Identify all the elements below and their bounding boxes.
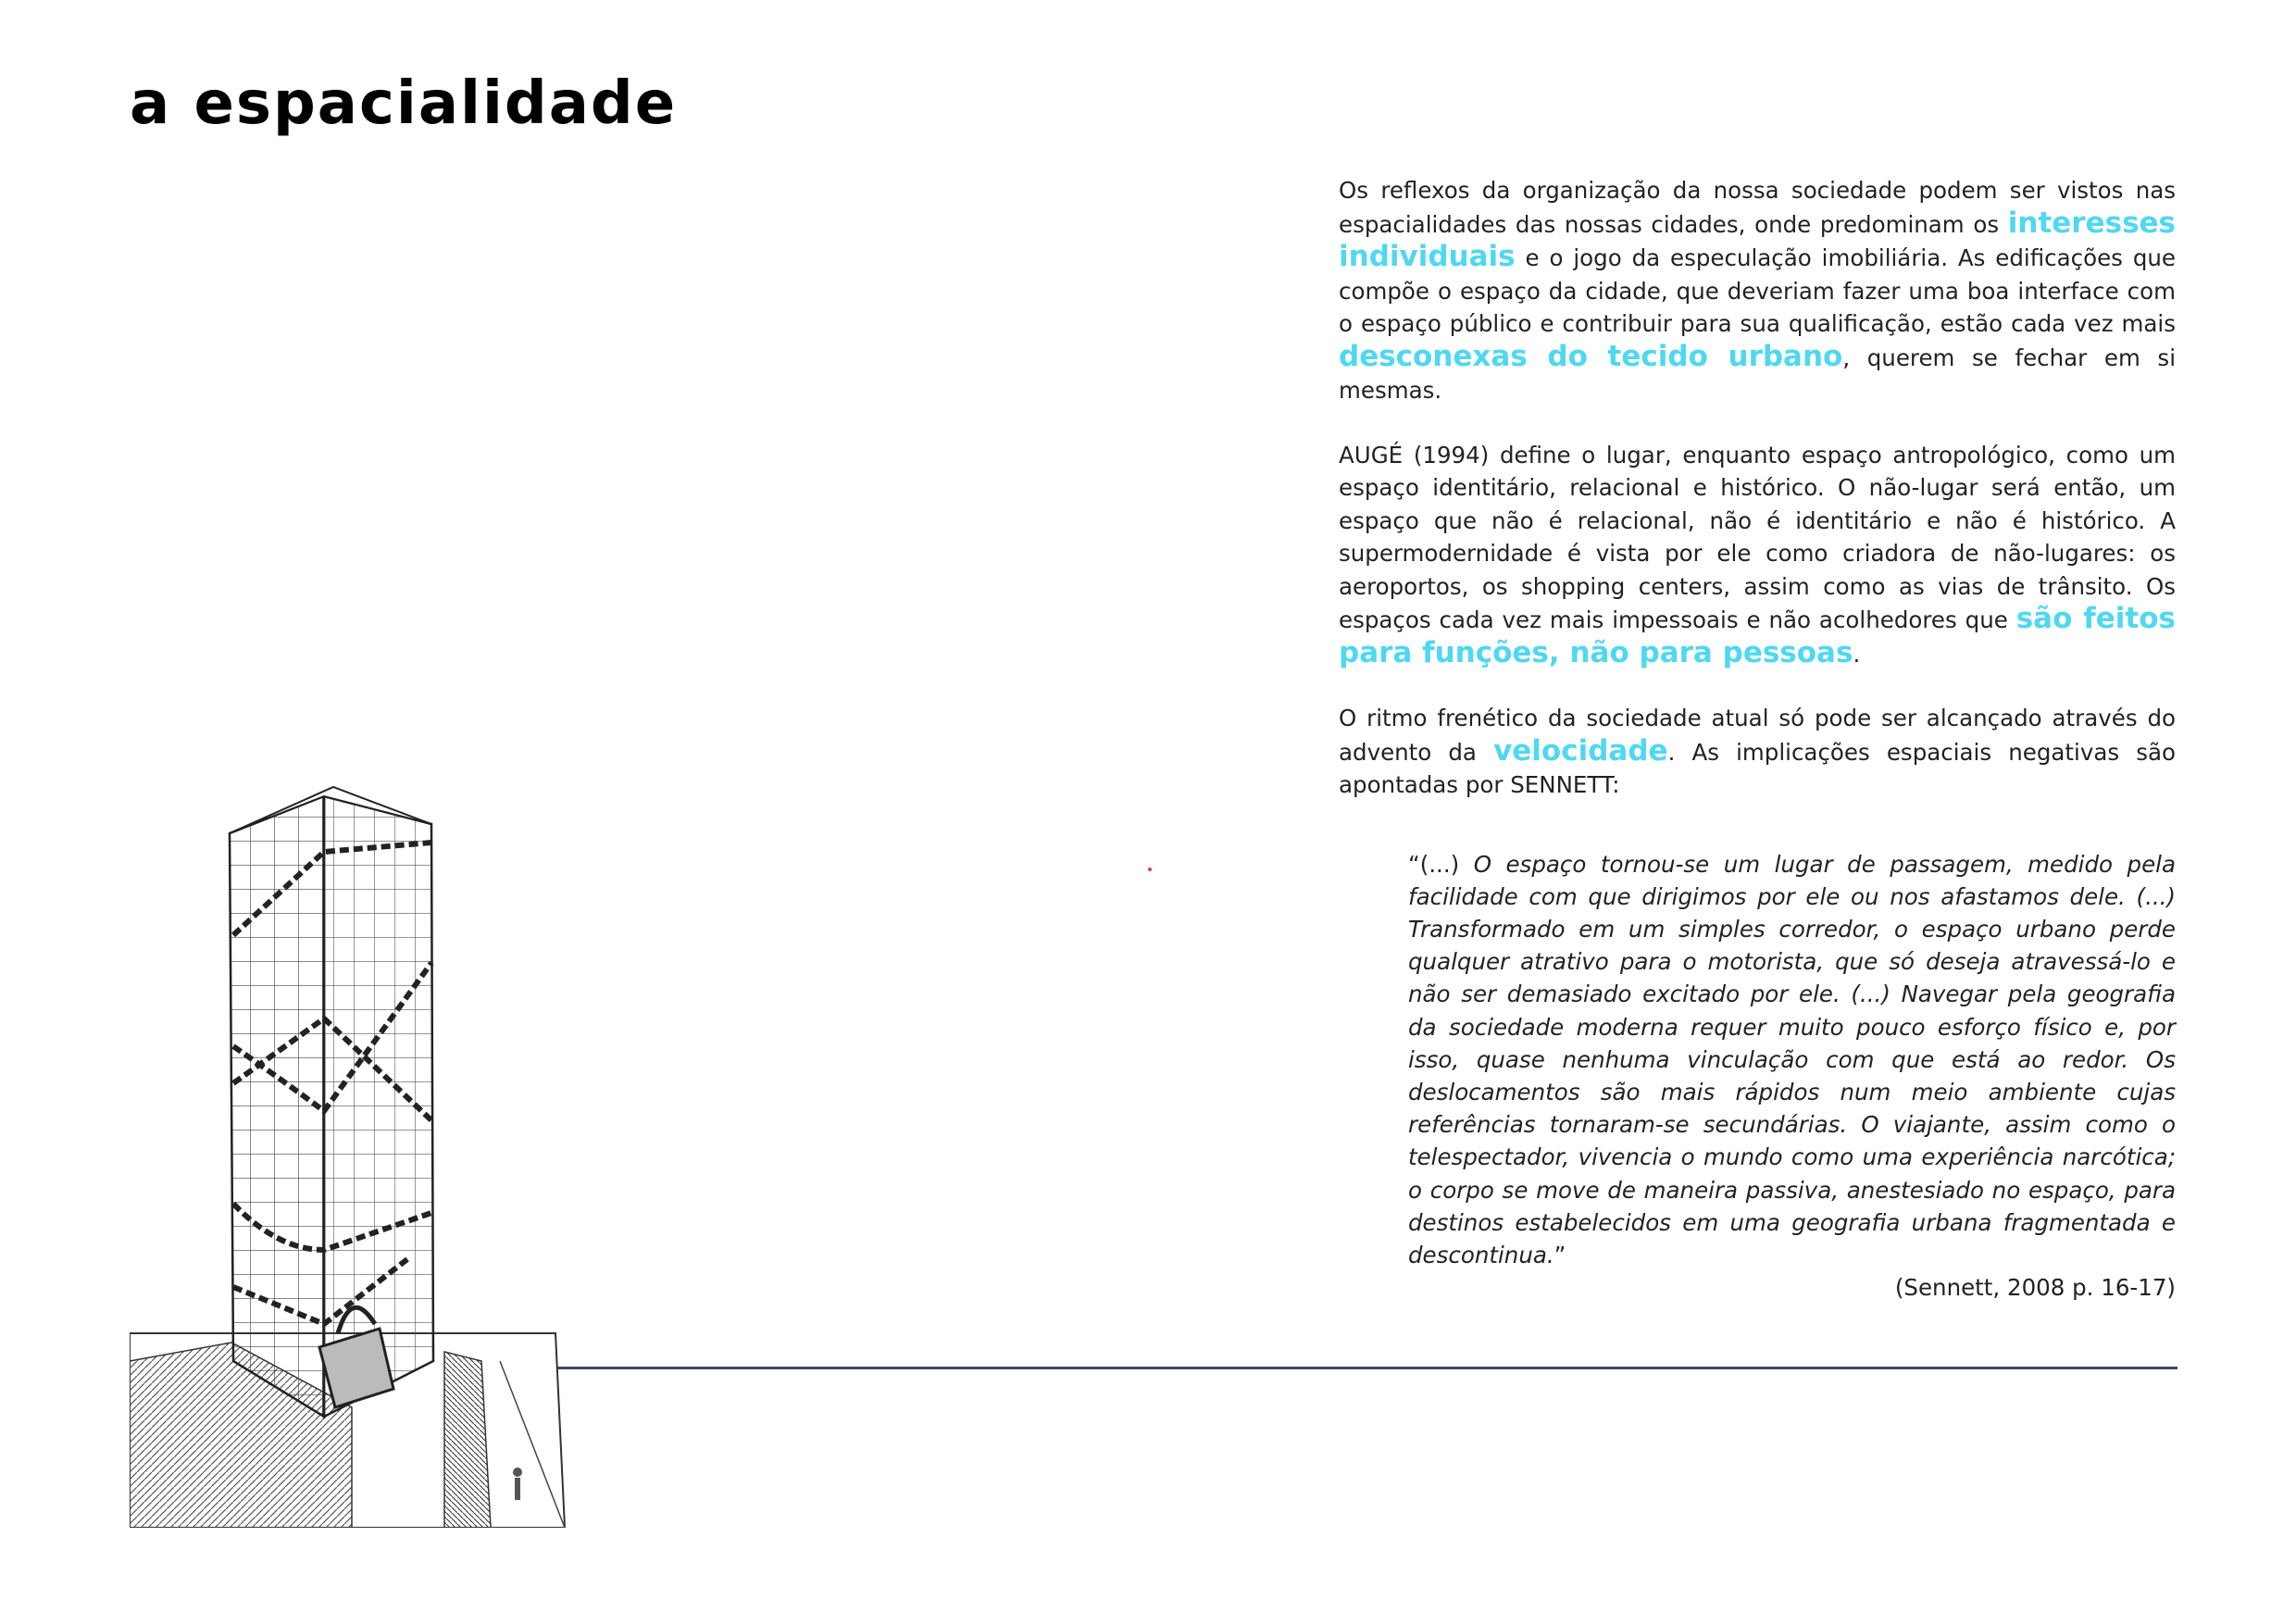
paragraph-text: e o jogo da especulação imobiliária. As edificações que compõe o espaço da cidade, que deveriam fazer uma boa interface com o espaço público e contribuir para sua qualificação, estão cada vez mais xyxy=(1339,244,2176,337)
paragraph-1 xyxy=(1339,174,2176,407)
paragraph-text: . As implicações espaciais negativas são apontadas por SENNETT: xyxy=(1339,738,2176,798)
paragraph-text: O ritmo frenético da sociedade atual só pode ser alcançado através do advento da xyxy=(1339,705,2176,766)
text-column xyxy=(1339,174,2176,1304)
paragraph-2 xyxy=(1339,439,2176,671)
paragraph-text: AUGÉ (1994) define o lugar, enquanto espaço antropológico, como um espaço identitário, relacional e histórico. O não-lugar será então, um espaço que não é relacional, não é identitário e não é histórico. A supermodernidade é vista por ele como criadora de não-lugares: os aeroportos, os shopping centers, assim como as vias de trânsito. Os espaços cada vez mais impessoais e não acolhedores que xyxy=(1339,441,2176,633)
stray-dot xyxy=(1148,868,1152,871)
highlight-phrase: velocidade xyxy=(1493,733,1668,768)
page-title: a espacialidade xyxy=(130,69,678,138)
paragraph-3 xyxy=(1339,702,2176,802)
paragraph-text: Os reflexos da organização da nossa sociedade podem ser vistos nas espacialidades das nossas cidades, onde predominam os xyxy=(1339,177,2176,238)
highlight-phrase: são feitos para funções, não para pessoas xyxy=(1339,602,2176,669)
paragraph-text: , querem se fechar em si mesmas. xyxy=(1339,344,2176,404)
horizon-line xyxy=(481,1367,2177,1369)
quote-text: O espaço tornou-se um lugar de passagem, medido pela facilidade com que dirigimos por ele ou nos afastamos dele. (...) Transformado em um simples corredor, o espaço urbano perde qualquer atrativo para o motorista, que só deseja atravessá-lo e não ser demasiado excitado por ele. (...) Navegar pela geografia da sociedade moderna requer muito pouco esforço físico e, por isso, quase nenhuma vinculação com que está ao redor. Os deslocamentos são mais rápidos num meio ambiente cujas referências tornaram-se secundárias. O viajante, assim como o telespectador, vivencia o mundo como uma experiência narcótica; o corpo se move de maneira passiva, anestesiado no espaço, para destinos estabelecidos em uma geografia urbana fragmentada e descontinua. xyxy=(1408,850,2176,1268)
chained-tower-illustration xyxy=(130,768,574,1528)
quote-close: ” xyxy=(1554,1241,1566,1268)
highlight-phrase: interesses individuais xyxy=(1339,206,2176,273)
paragraph-text: . xyxy=(1853,640,1861,668)
highlight-phrase: desconexas do tecido urbano xyxy=(1339,339,1843,373)
block-quote xyxy=(1408,848,2176,1305)
quote-open: “(...) xyxy=(1408,850,1474,878)
quote-citation: (Sennett, 2008 p. 16-17) xyxy=(1894,1274,2176,1302)
